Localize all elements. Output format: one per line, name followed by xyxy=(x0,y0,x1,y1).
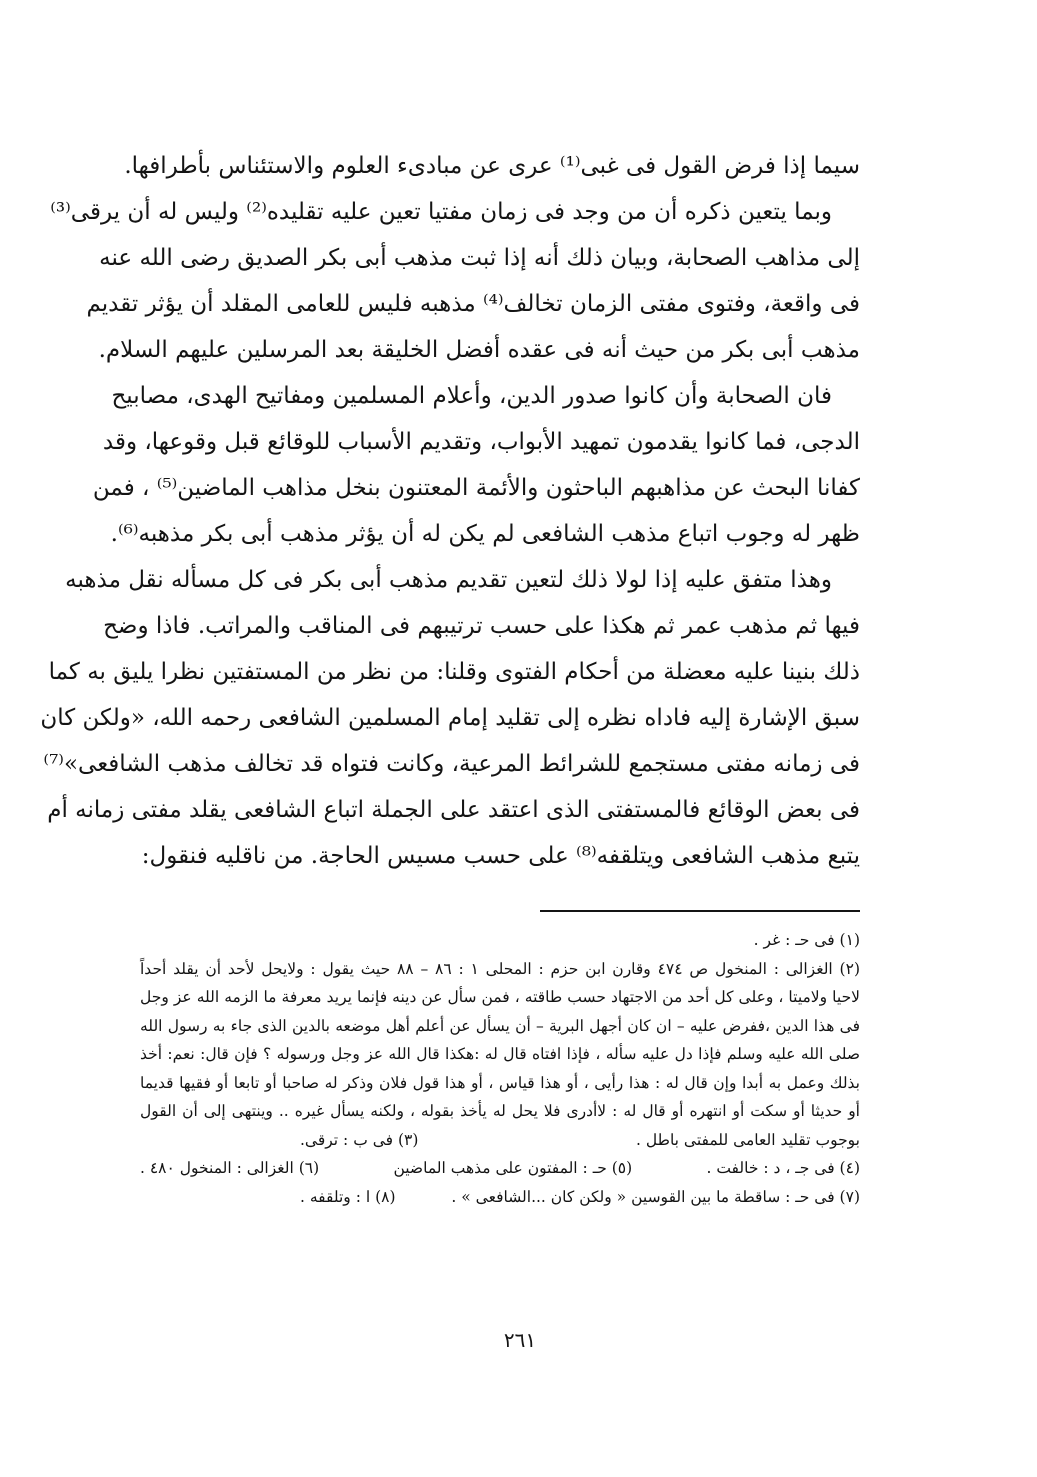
body-line: وبما يتعين ذكره أن من وجد فى زمان مفتيا تعين عليه تقليده⁽²⁾ وليس له أن يرقى⁽³⁾ xyxy=(50,199,832,225)
footnote-2-line: صلى الله عليه وسلم فإذا دل عليه سأله ، فإذا افتاه قال له :هكذا قال الله عز وجل ورسوله ؟ فإن قال: نعم: أخذ xyxy=(140,1045,860,1063)
body-line: ذلك بنينا عليه معضلة من أحكام الفتوى وقلنا: من نظر من المستفتين نظرا يليق به كما xyxy=(48,659,860,685)
body-line: يتبع مذهب الشافعى ويتلقفه⁽⁸⁾ على حسب مسيس الحاجة. من ناقليه فنقول: xyxy=(141,843,860,869)
body-line: فى واقعة، وفتوى مفتى الزمان تخالف⁽⁴⁾ مذهبه فليس للعامى المقلد أن يؤثر تقديم xyxy=(86,291,860,317)
body-line: فان الصحابة وأن كانوا صدور الدين، وأعلام المسلمين ومفاتيح الهدى، مصابيح xyxy=(111,383,832,409)
body-line: فى زمانه مفتى مستجمع للشرائط المرعية، وكانت فتواه قد تخالف مذهب الشافعى»⁽⁷⁾ xyxy=(43,751,860,777)
footnote-2-last: بوجوب تقليد العامى للمفتى باطل . xyxy=(636,1130,860,1149)
body-line: إلى مذاهب الصحابة، وبيان ذلك أنه إذا ثبت مذهب أبى بكر الصديق رضى الله عنه xyxy=(99,245,860,271)
footnote-6: (٦) الغزالى : المنخول ٤٨٠ . xyxy=(140,1159,320,1177)
footnote-5: (٥) حـ : المفتون على مذهب الماضين xyxy=(393,1159,633,1177)
footnote-7: (٧) فى حـ : ساقطة ما بين القوسين « ولكن كان ...الشافعى » . xyxy=(451,1187,860,1206)
footnote-2-line: بذلك وعمل به أبدا وإن قال له : هذا رأيى ، أو هذا قياس ، أو هذا قول فلان وذكر له صاحبا أو تابعا أو فقيها قديما xyxy=(140,1073,860,1092)
footnote-8: (٨) ا : وتلقفه . xyxy=(300,1187,396,1206)
body-line: وهذا متفق عليه إذا لولا ذلك لتعين تقديم مذهب أبى بكر فى كل مسأله نقل مذهبه xyxy=(65,567,832,593)
footnote-4: (٤) فى جـ ، د : خالفت . xyxy=(706,1159,860,1177)
body-line: فيها ثم مذهب عمر ثم هكذا على حسب ترتيبهم فى المناقب والمراتب. فاذا وضح xyxy=(103,613,860,639)
footnote-1: (١) فى حـ : غر . xyxy=(753,931,860,949)
body-line: مذهب أبى بكر من حيث أنه فى عقده أفضل الخليقة بعد المرسلين عليهم السلام. xyxy=(98,337,860,363)
footnote-2-line: فى هذا الدين ،ففرض عليه – ان كان أجهل البرية – أن يسأل عن أعلم أهل موضعه بالدين الذى جاء به رسول الله xyxy=(140,1016,860,1035)
footnote-3: (٣) فى ب : ترقى. xyxy=(300,1130,419,1149)
footnote-row xyxy=(140,1183,860,1212)
body-line: سبق الإشارة إليه فاداه نظره إلى تقليد إمام المسلمين الشافعى رحمه الله، «ولكن كان xyxy=(40,705,860,731)
footnote-row xyxy=(140,1126,860,1155)
body-line: فى بعض الوقائع فالمستفتى الذى اعتقد على الجملة اتباع الشافعى يقلد مفتى زمانه أم xyxy=(47,797,860,823)
footnote-separator xyxy=(540,910,860,912)
body-line: سيما إذا فرض القول فى غبى⁽¹⁾ عرى عن مبادىء العلوم والاستئناس بأطرافها. xyxy=(124,153,860,179)
footnote-2-line: لاحيا ولاميتا ، وعلى كل أحد من الاجتهاد حسب طاقته ، فمن سأل عن دينه فإنما يريد معرفة ما الزمه الله عز وجل xyxy=(140,988,860,1006)
body-line: ظهر له وجوب اتباع مذهب الشافعى لم يكن له أن يؤثر مذهب أبى بكر مذهبه⁽⁶⁾. xyxy=(110,521,860,547)
footnotes xyxy=(140,926,860,1211)
footnote-row xyxy=(140,1154,860,1183)
page-number: ٢٦١ xyxy=(503,1328,537,1352)
footnote-2-line: (٢) الغزالى : المنخول ص ٤٧٤ وقارن ابن حزم : المحلى ١ : ٨٦ – ٨٨ حيث يقول : ولايحل لأحد أن يقلد أحداً xyxy=(140,959,860,978)
footnote-2-line: أو حديثا أو سكت أو انتهره أو قال له : لاأدرى فلا يحل له يأخذ بقوله ، ولكنه يسأل غيره .. وينتهى إلى أن القول xyxy=(140,1102,860,1120)
body-line: كفانا البحث عن مذاهبهم الباحثون والأئمة المعتنون بنخل مذاهب الماضين⁽⁵⁾ ، فمن xyxy=(92,475,860,501)
main-text xyxy=(40,143,860,879)
body-line: الدجى، فما كانوا يقدمون تمهيد الأبواب، وتقديم الأسباب للوقائع قبل وقوعها، وقد xyxy=(102,429,860,455)
